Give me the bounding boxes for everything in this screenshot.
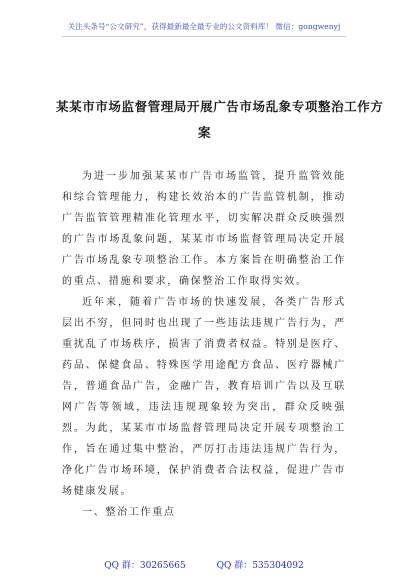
footer: [0, 558, 408, 571]
header-divider: [62, 36, 346, 37]
section-heading-focus: 一、整治工作重点: [82, 507, 176, 518]
document-body: [62, 166, 346, 523]
footer-qq-group-1: QQ 群：30265665: [104, 561, 186, 571]
document-title-continued: 案: [198, 125, 212, 140]
header-note: 关注头条号“公文研究”，获得最新最全最专业的公文资料库！ 微信：gongwenyj: [67, 22, 341, 31]
paragraph-intro: 为进一步加强某某市广告市场监管，提升监管效能和综合管理能力，构建长效治本的广告监管机制，推动广告监管管理精准化管理水平，切实解决群众反映强烈的广告市场乱象问题，某某市市场监督管理局决定开展广告市场乱象专项整治工作。本方案旨在明确整治工作的重点、措施和要求，确保整治工作取得实效。: [62, 171, 346, 287]
footer-qq-group-2: QQ 群：535304092: [216, 561, 304, 571]
paragraph-background: 近年来，随着广告市场的快速发展，各类广告形式层出不穷，但同时也出现了一些违法违规广告行为，严重扰乱了市场秩序，损害了消费者权益。特别是医疗、药品、保健食品、特殊医学用途配方食品、医疗器械广告，普通食品广告，金融广告，教育培训广告以及互联网广告等领域，违法违规现象较为突出，群众反映强烈。为此，某某市市场监督管理局决定开展专项整治工作，旨在通过集中整治，严厉打击违法违规广告行为，净化广告市场环境，保护消费者合法权益，促进广告市场健康发展。: [62, 297, 346, 497]
document-title: 某某市市场监督管理局开展广告市场乱象专项整治工作方: [56, 99, 384, 114]
